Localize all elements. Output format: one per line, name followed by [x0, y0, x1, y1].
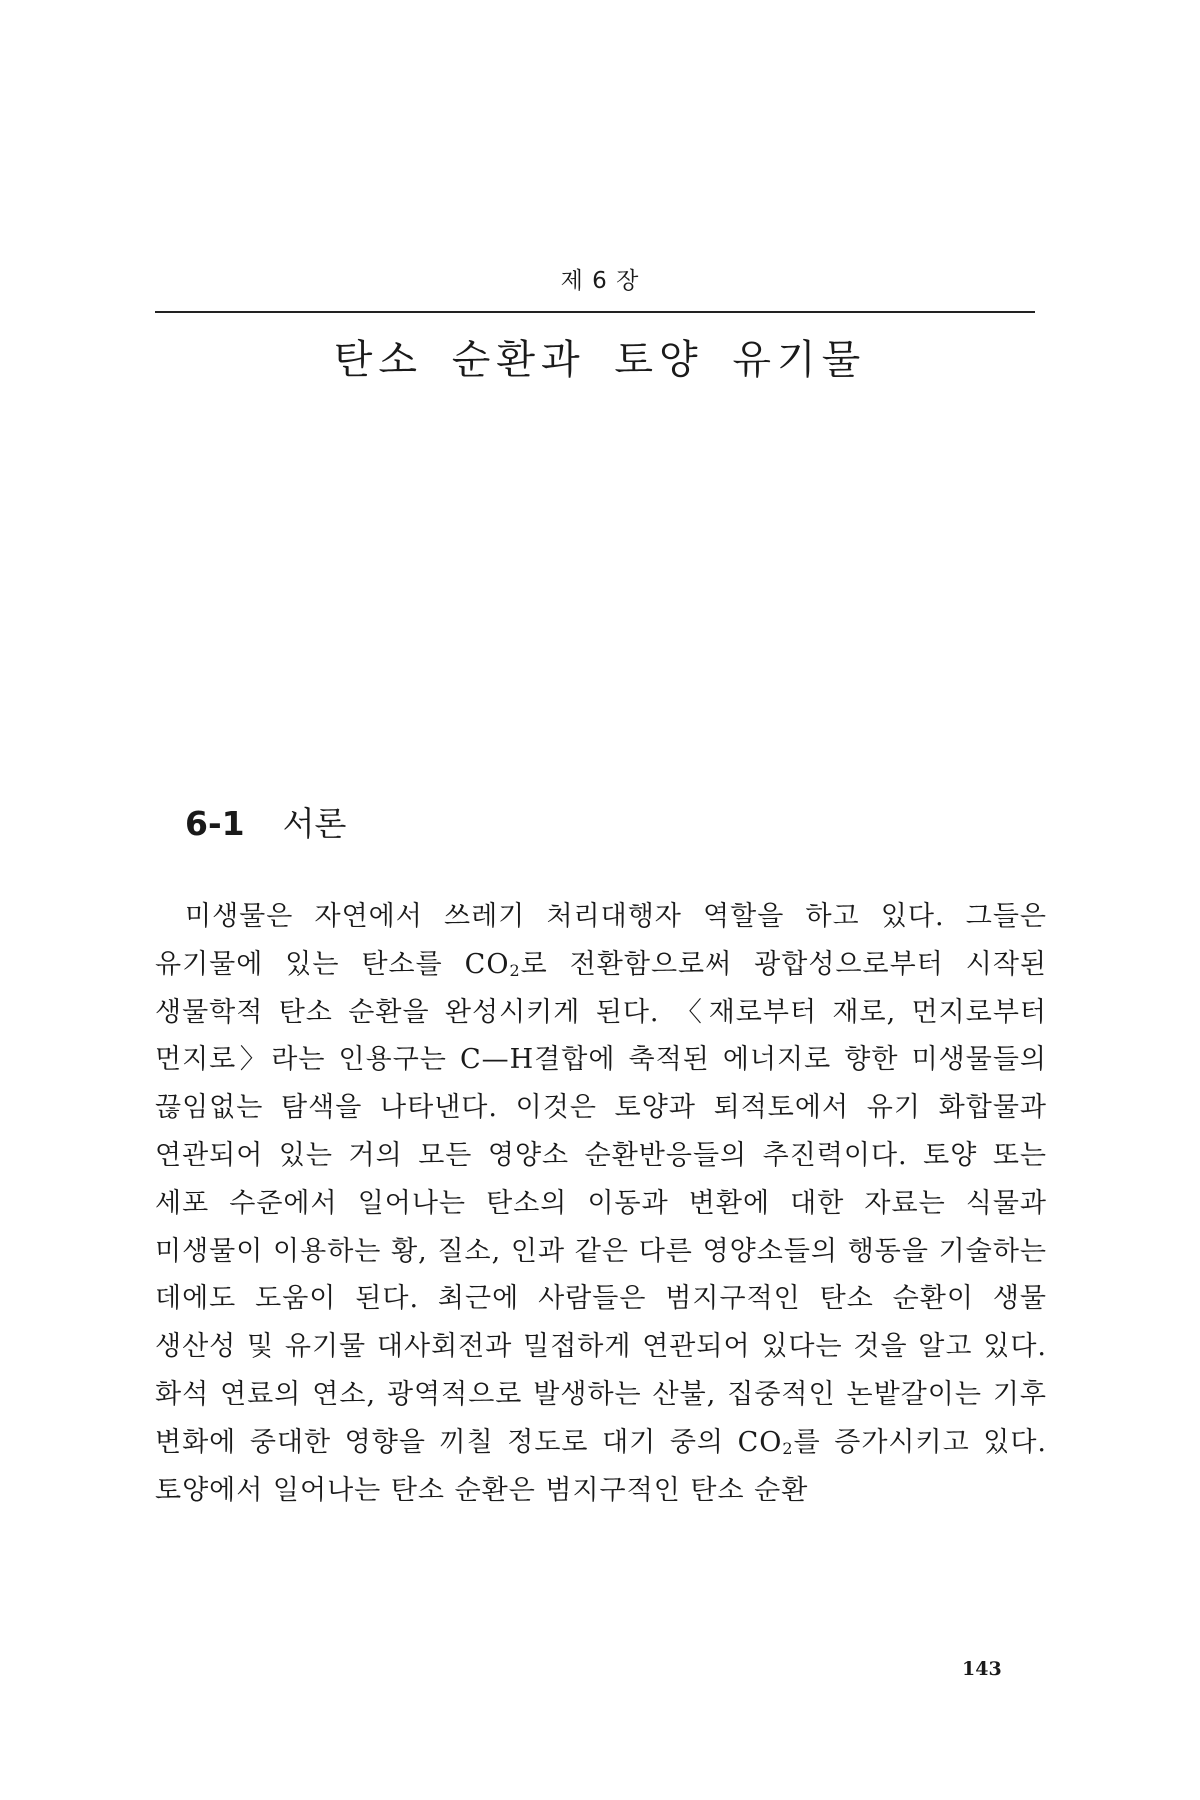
paragraph-text-2: 로 전환함으로써 광합성으로부터 시작된 생물학적 탄소 순환을 완성시키게 된다. 〈재로부터 재로, 먼지로부터 먼지로〉라는 인용구는 C—H결합에 축적된 에너지로 향한 미생물들의 끊임없는 탐색을 나타낸다. 이것은 토양과 퇴적토에서 유기 화합물과 연관되어 있는 거의 모든 영양소 순환반응들의 추진력이다. 토양 또는 세포 수준에서 일어나는 탄소의 이동과 변환에 대한 자료는 식물과 미생물이 이용하는 황, 질소, 인과 같은 다른 영양소들의 행동을 기술하는 데에도 도움이 된다. 최근에 사람들은 범지구적인 탄소 순환이 생물 생산성 및 유기물 대사회전과 밀접하게 연관되어 있다는 것을 알고 있다. 화석 연료의 연소, 광역적으로 발생하는 산불, 집중적인 논밭갈이는 기후 변화에 중대한 영향을 끼칠 정도로 대기 중의 CO: [155, 948, 1047, 1458]
chapter-label: 제 6 장: [560, 268, 640, 294]
section-number: 6-1: [185, 804, 245, 843]
section-title: 서론: [282, 804, 347, 843]
chapter-divider: [155, 311, 1035, 313]
chapter-title: 탄소 순환과 토양 유기물: [333, 337, 867, 383]
subscript-2-second: 2: [782, 1438, 794, 1458]
body-paragraph: [155, 893, 1047, 1514]
subscript-2-first: 2: [509, 960, 521, 980]
page-number: 143: [962, 1658, 1002, 1680]
paragraph-text-3: 를 증가시키고 있다. 토양에서 일어나는 탄소 순환은 범지구적인 탄소 순환: [155, 1426, 1047, 1506]
section-heading: [185, 798, 346, 845]
paragraph-text-1: 미생물은 자연에서 쓰레기 처리대행자 역할을 하고 있다. 그들은 유기물에 있는 탄소를 CO: [155, 901, 1047, 980]
